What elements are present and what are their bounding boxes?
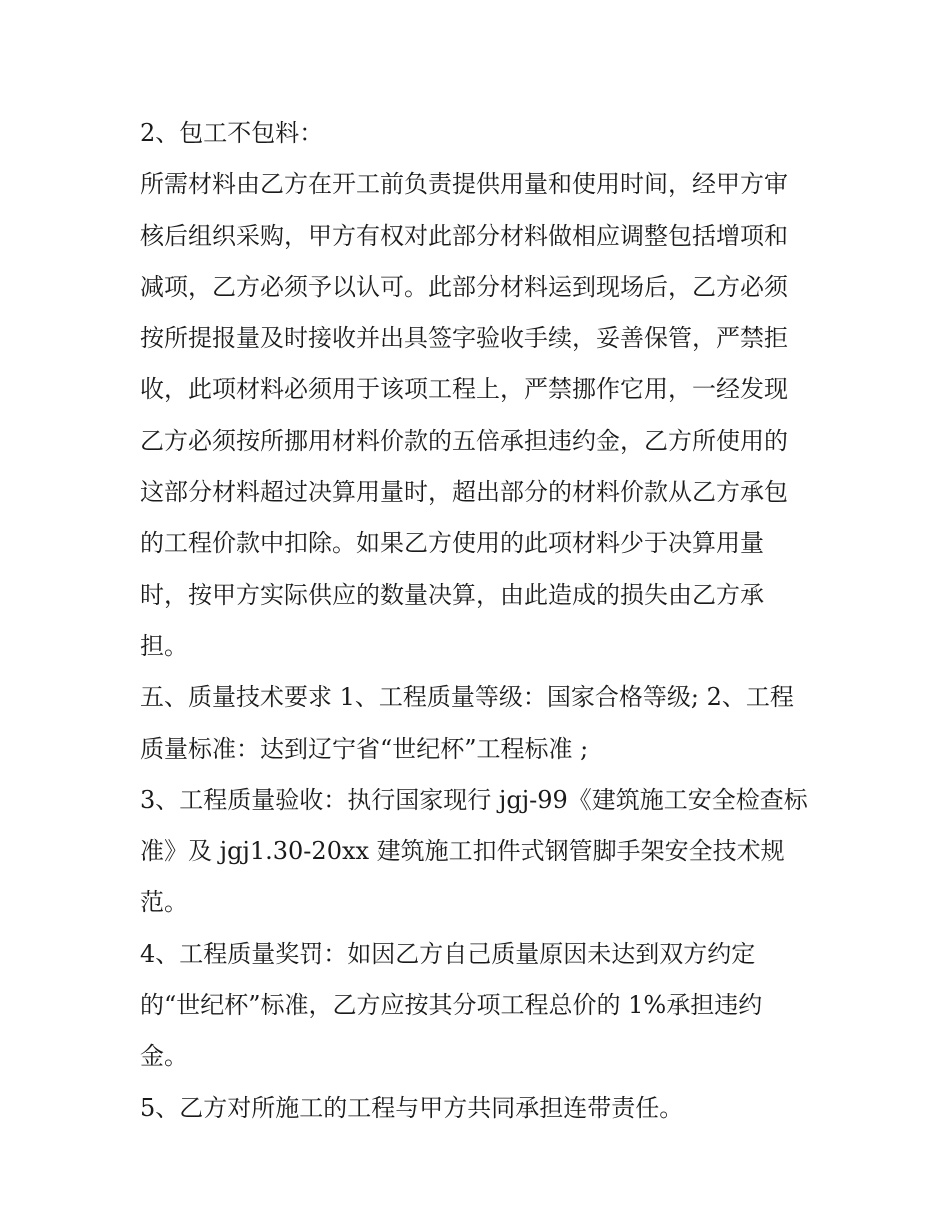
text-line: 所需材料由乙方在开工前负责提供用量和使用时间，经甲方审 (140, 170, 788, 199)
text-line: 4、工程质量奖罚：如因乙方自己质量原因未达到双方约定 (140, 939, 756, 968)
text-line: 范。 (140, 888, 188, 917)
text-line: 这部分材料超过决算用量时，超出部分的材料价款从乙方承包 (140, 478, 788, 507)
text-line: 收，此项材料必须用于该项工程上，严禁挪作它用，一经发现 (140, 375, 788, 404)
text-line: 的工程价款中扣除。如果乙方使用的此项材料少于决算用量 (140, 529, 764, 558)
text-line: 核后组织采购，甲方有权对此部分材料做相应调整包括增项和 (140, 221, 788, 250)
text-line: 时，按甲方实际供应的数量决算，由此造成的损失由乙方承 (140, 580, 764, 609)
text-line: 按所提报量及时接收并出具签字验收手续，妥善保管，严禁拒 (140, 324, 788, 353)
text-line: 担。 (140, 631, 188, 660)
text-line: 的“世纪杯”标准，乙方应按其分项工程总价的 1%承担违约 (140, 991, 763, 1020)
contract-text-body (140, 108, 830, 1134)
text-line: 金。 (140, 1042, 188, 1071)
text-line: 3、工程质量验收：执行国家现行 jgj-99《建筑施工安全检查标 (140, 785, 808, 814)
text-line: 2、包工不包料： (140, 119, 324, 147)
text-line: 5、乙方对所施工的工程与甲方共同承担连带责任。 (140, 1093, 684, 1122)
text-line: 乙方必须按所挪用材料价款的五倍承担违约金，乙方所使用的 (140, 426, 788, 455)
text-line: 准》及 jgj1.30-20xx 建筑施工扣件式钢管脚手架安全技术规 (140, 837, 785, 866)
text-line: 减项，乙方必须予以认可。此部分材料运到现场后，乙方必须 (140, 272, 788, 301)
text-line: 五、质量技术要求 1、工程质量等级：国家合格等级; 2、工程 (140, 683, 794, 712)
text-line: 质量标准：达到辽宁省“世纪杯”工程标准 ; (140, 734, 589, 763)
